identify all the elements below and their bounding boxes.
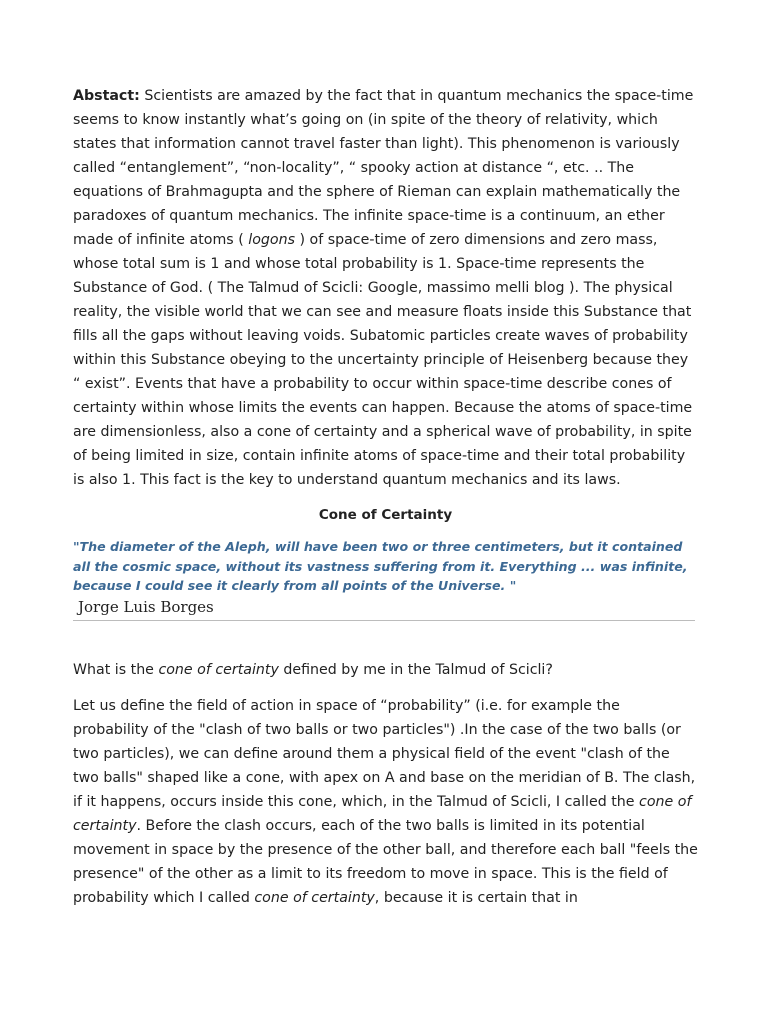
- abstract-logons-term: logons: [248, 232, 295, 248]
- question-prefix: What is the: [73, 661, 159, 678]
- abstract-text-part-1: Scientists are amazed by the fact that in quantum mechanics the space-time seems to know instantly what’s going on (in spite of the theory of relativity, which states that information cannot travel faster than light). This phenomenon is variously called “entanglement”, “non-locality”, “ spooky action at distance “, etc. .. The equations of Brahmagupta and the sphere of Rieman can explain mathematically the paradoxes of quantum mechanics. The infinite space-time is a continuum, an ether made of infinite atoms (: [73, 88, 694, 248]
- section-title: Cone of Certainty: [318, 507, 453, 523]
- question-suffix: defined by me in the Talmud of Scicli?: [278, 661, 553, 678]
- body-text-part-3: , because it is certain that in: [374, 889, 578, 906]
- abstract-label: Abstact:: [73, 88, 140, 104]
- borges-quote: "The diameter of the Aleph, will have been two or three centimeters, but it contained all the cosmic space, without its vastness suffering from it. Everything ... was infinite, because I could see it clearly from all points of the Universe. ": [73, 539, 688, 593]
- question-paragraph: [73, 658, 698, 682]
- body-emphasis-2: cone of certainty: [254, 889, 375, 906]
- abstract-paragraph: [73, 84, 698, 492]
- quote-author: Jorge Luis Borges: [78, 597, 214, 616]
- body-text-part-2: . Before the clash occurs, each of the two balls is limited in its potential movement in space by the presence of the other ball, and therefore each ball "feels the presence" of the other as a limit to its freedom to move in space. This is the field of probability which I called: [73, 817, 698, 906]
- horizontal-rule: [73, 620, 695, 621]
- body-paragraph: [73, 694, 698, 910]
- abstract-text-part-2: ) of space-time of zero dimensions and zero mass, whose total sum is 1 and whose total probability is 1. Space-time represents the Substance of God. ( The Talmud of Scicli: Google, massimo melli blog ). The physical reality, the visible world that we can see and measure floats inside this Substance that fills all the gaps without leaving voids. Subatomic particles create waves of probability within this Substance obeying to the uncertainty principle of Heisenberg because they “ exist”. Events that have a probability to occur within space-time describe cones of certainty within whose limits the events can happen. Because the atoms of space-time are dimensionless, also a cone of certainty and a spherical wave of probability, in spite of being limited in size, contain infinite atoms of space-time and their total probability is also 1. This fact is the key to understand quantum mechanics and its laws.: [73, 232, 693, 488]
- page-content: [73, 84, 698, 910]
- body-emphasis-1: cone of certainty: [73, 793, 692, 834]
- question-emphasis: cone of certainty: [158, 661, 279, 678]
- body-text-part-1: Let us define the field of action in space of “probability” (i.e. for example the probability of the "clash of two balls or two particles") .In the case of the two balls (or two particles), we can define around them a physical field of the event "clash of the two balls" shaped like a cone, with apex on A and base on the meridian of B. The clash, if it happens, occurs inside this cone, which, in the Talmud of Scicli, I called the: [73, 697, 696, 810]
